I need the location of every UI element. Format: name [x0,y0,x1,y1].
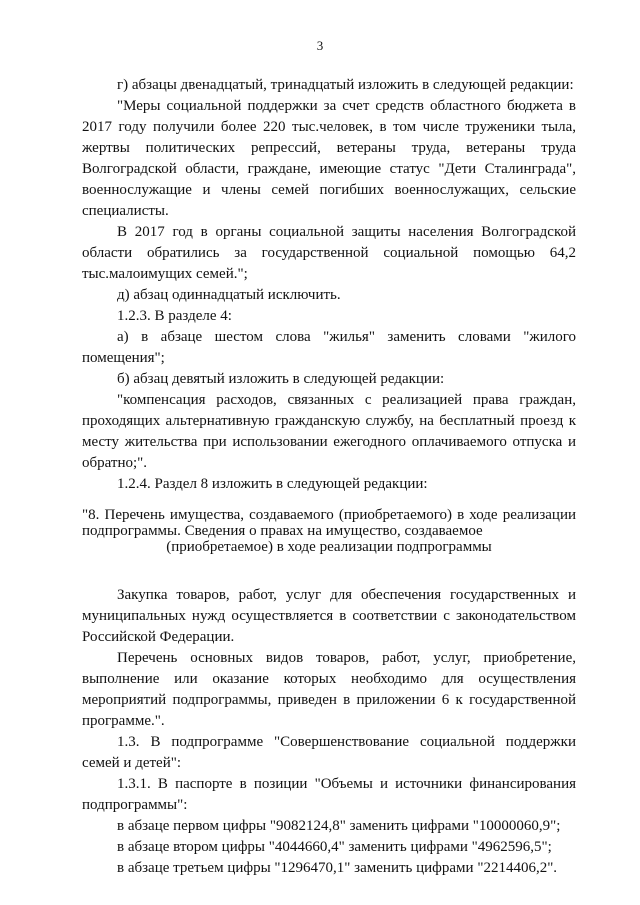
paragraph: "компенсация расходов, связанных с реализацией права граждан, проходящих альтернативную гражданскую службу, на бесплатный проезд к месту жительства при использовании ежегодного оплачиваемого отпуска и обратно;". [82,392,576,471]
list-item: в абзаце первом цифры "9082124,8" заменить цифрами "10000060,9"; [117,818,561,834]
paragraph: "Меры социальной поддержки за счет средств областного бюджета в 2017 году получили более 220 тыс.человек, в том числе труженики тыла, жертвы политических репрессий, ветераны труда, ветераны труда Волгоградской области, граждане, имеющие статус "Дети Сталинграда", военнослужащие и члены семей погибших военнослужащих, сельские специалисты. [82,98,576,219]
section-heading-line: "8. Перечень имущества, создаваемого (приобретаемого) в ходе реализации подпрограммы. Сведения о правах на имущество, создаваемое [82,507,576,539]
paragraph: 1.2.4. Раздел 8 изложить в следующей редакции: [117,476,428,492]
paragraph: г) абзацы двенадцатый, тринадцатый изложить в следующей редакции: [117,77,574,93]
paragraph: 1.2.3. В разделе 4: [117,308,232,324]
paragraph: а) в абзаце шестом слова "жилья" заменить словами "жилого помещения"; [82,329,576,366]
paragraph: б) абзац девятый изложить в следующей редакции: [117,371,445,387]
paragraph: 1.3.1. В паспорте в позиции "Объемы и источники финансирования подпрограммы": [82,776,576,813]
list-item: в абзаце третьем цифры "1296470,1" заменить цифрами "2214406,2". [117,860,558,876]
paragraph: 1.3. В подпрограмме "Совершенствование социальной поддержки семей и детей": [82,734,576,771]
paragraph: д) абзац одиннадцатый исключить. [117,287,341,303]
paragraph: Перечень основных видов товаров, работ, услуг, приобретение, выполнение или оказание которых необходимо для осуществления мероприятий подпрограммы, приведен в приложении 6 к государственной программе.". [82,650,576,729]
list-item: в абзаце втором цифры "4044660,4" заменить цифрами "4962596,5"; [117,839,552,855]
page-number: 3 [316,38,324,53]
document-body [82,75,576,879]
section-heading [82,507,576,555]
paragraph: В 2017 год в органы социальной защиты населения Волгоградской области обратились за государственной социальной помощью 64,2 тыс.малоимущих семей."; [82,224,576,282]
paragraph: Закупка товаров, работ, услуг для обеспечения государственных и муниципальных нужд осуществляется в соответствии с законодательством Российской Федерации. [82,587,576,645]
section-heading-line: (приобретаемое) в ходе реализации подпрограммы [166,539,492,555]
